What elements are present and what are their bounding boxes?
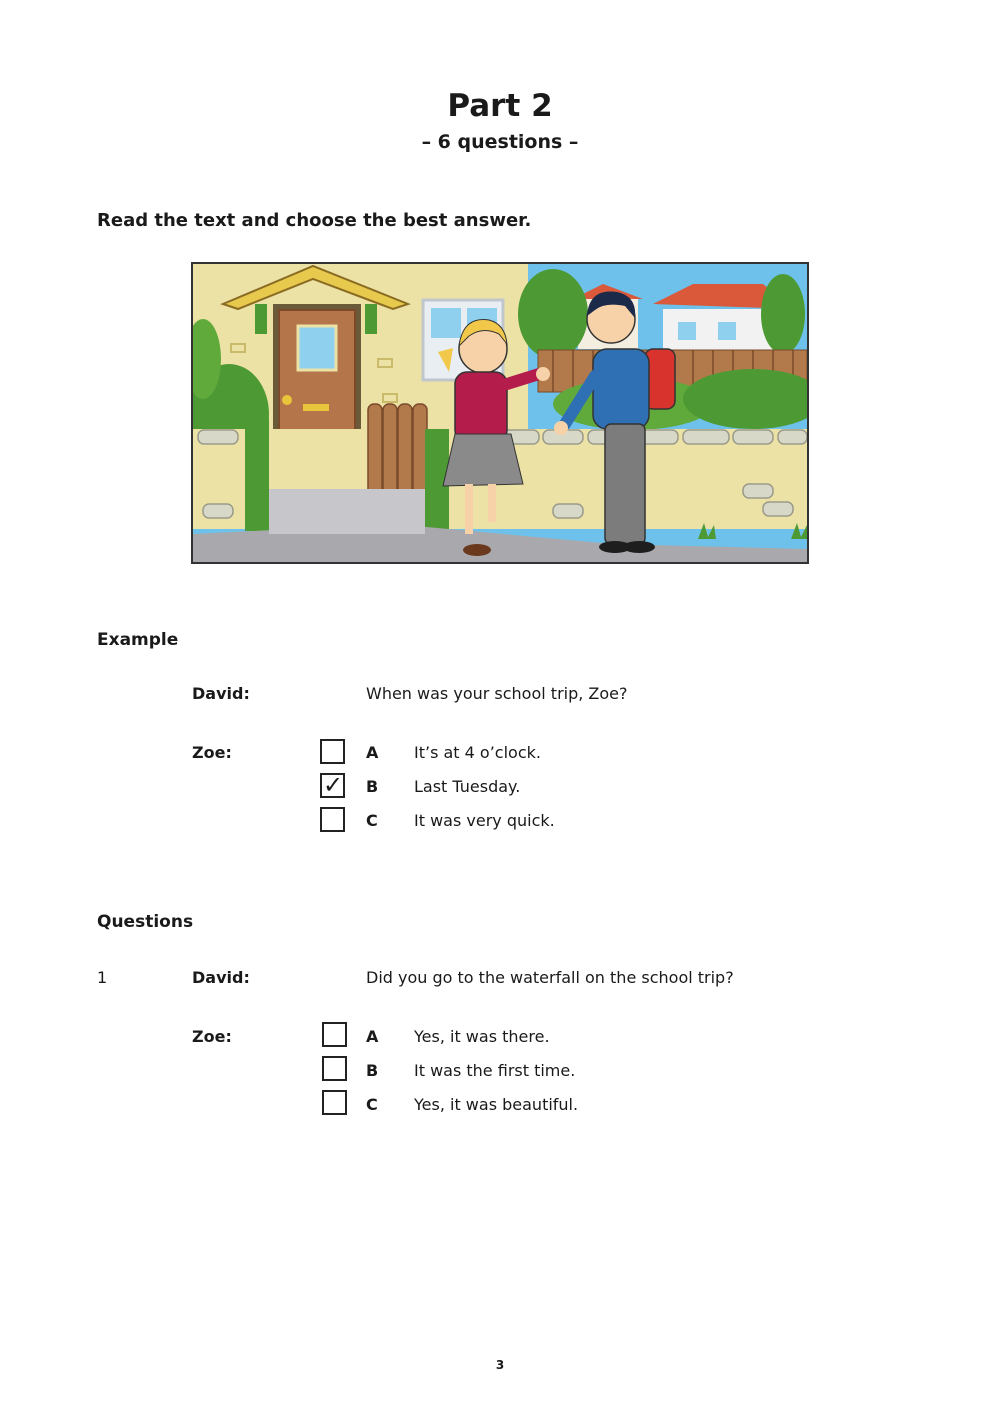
example-option-text: It was very quick. [414, 811, 555, 830]
example-option-letter: A [366, 743, 379, 762]
example-heading: Example [97, 630, 179, 650]
answer-option-letter: B [366, 1061, 379, 1080]
page-number: 3 [495, 1358, 505, 1372]
example-speaker-zoe: Zoe: [192, 743, 232, 762]
page-title: Part 2 [447, 88, 553, 124]
example-option-letter: B [366, 777, 379, 796]
example-option-text: Last Tuesday. [414, 777, 521, 796]
example-speaker-david: David: [192, 684, 250, 703]
answer-option-letter: C [366, 1095, 378, 1114]
question-text: Did you go to the waterfall on the school trip? [366, 968, 734, 987]
instruction: Read the text and choose the best answer. [97, 210, 532, 231]
answer-checkbox-c[interactable] [322, 1090, 347, 1115]
questions-heading: Questions [97, 912, 194, 932]
answer-option-letter: A [366, 1027, 379, 1046]
answer-option-text: It was the first time. [414, 1061, 576, 1080]
answer-option-text: Yes, it was beautiful. [414, 1095, 579, 1114]
example-option-text: It’s at 4 o’clock. [414, 743, 541, 762]
question-number: 1 [97, 968, 108, 987]
answer-option-text: Yes, it was there. [414, 1027, 550, 1046]
page-subtitle: – 6 questions – [421, 131, 579, 153]
example-checkbox-b[interactable] [320, 773, 345, 798]
example-checkbox-c[interactable] [320, 807, 345, 832]
answer-checkbox-a[interactable] [322, 1022, 347, 1047]
illustration [191, 262, 809, 564]
answer-checkbox-b[interactable] [322, 1056, 347, 1081]
example-question-text: When was your school trip, Zoe? [366, 684, 628, 703]
check-mark-icon: ✓ [323, 771, 344, 799]
example-option-letter: C [366, 811, 378, 830]
question-speaker-zoe: Zoe: [192, 1027, 232, 1046]
question-speaker-david: David: [192, 968, 250, 987]
example-checkbox-a[interactable] [320, 739, 345, 764]
